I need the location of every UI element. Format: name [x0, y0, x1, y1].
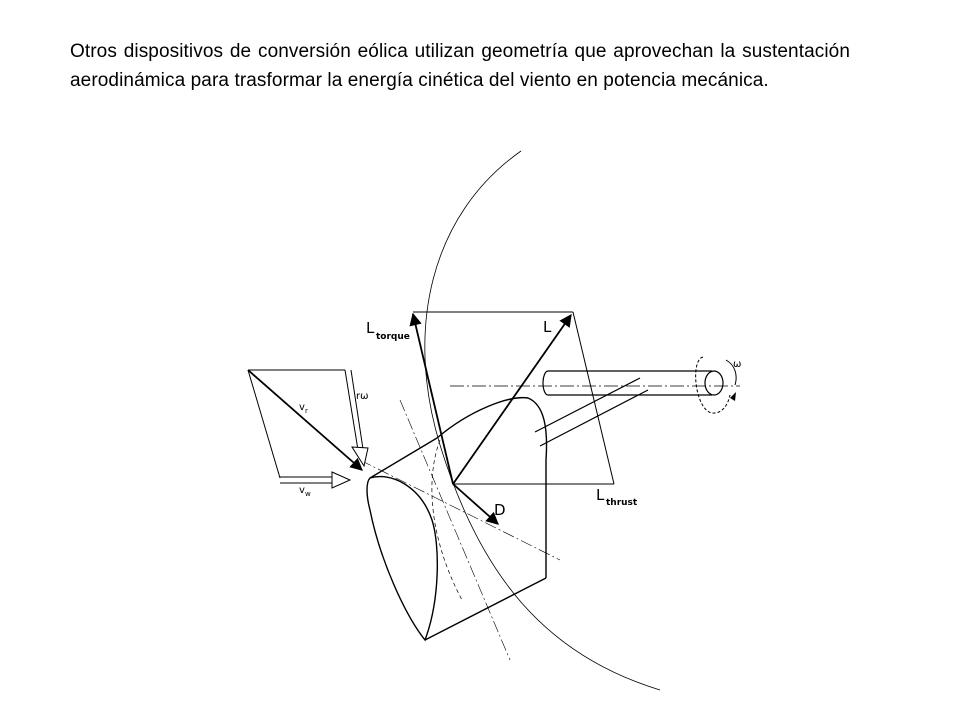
lift-vector [453, 315, 571, 484]
shaft [535, 371, 723, 446]
svg-text:r: r [305, 407, 308, 415]
blade-axis [400, 400, 510, 660]
svg-text:torque: torque [376, 332, 410, 342]
drag-label: D [494, 501, 506, 519]
svg-text:v: v [299, 485, 305, 496]
lift-torque-vector [413, 314, 453, 484]
svg-text:L: L [366, 319, 375, 337]
svg-text:w: w [305, 490, 311, 498]
blade-body [367, 398, 547, 640]
lift-thrust-label [596, 486, 638, 508]
velocity-triangle [248, 370, 368, 488]
svg-text:thrust: thrust [606, 498, 638, 508]
lift-torque-label [366, 319, 410, 342]
r-omega-label: rω [356, 391, 369, 402]
lift-label: L [543, 318, 552, 336]
wind-velocity-label [299, 485, 311, 498]
svg-text:v: v [299, 402, 305, 413]
relative-velocity-label [299, 402, 308, 415]
body-paragraph: Otros dispositivos de conversión eólica utilizan geometría que aprovechan la sustentación aerodinámica para trasformar la energía cinética del viento en potencia mecánica. [70, 41, 850, 91]
omega-label: ω [733, 359, 742, 370]
rotation-arrow [696, 357, 736, 413]
relative-velocity-vector [248, 370, 362, 470]
svg-text:L: L [596, 486, 605, 504]
